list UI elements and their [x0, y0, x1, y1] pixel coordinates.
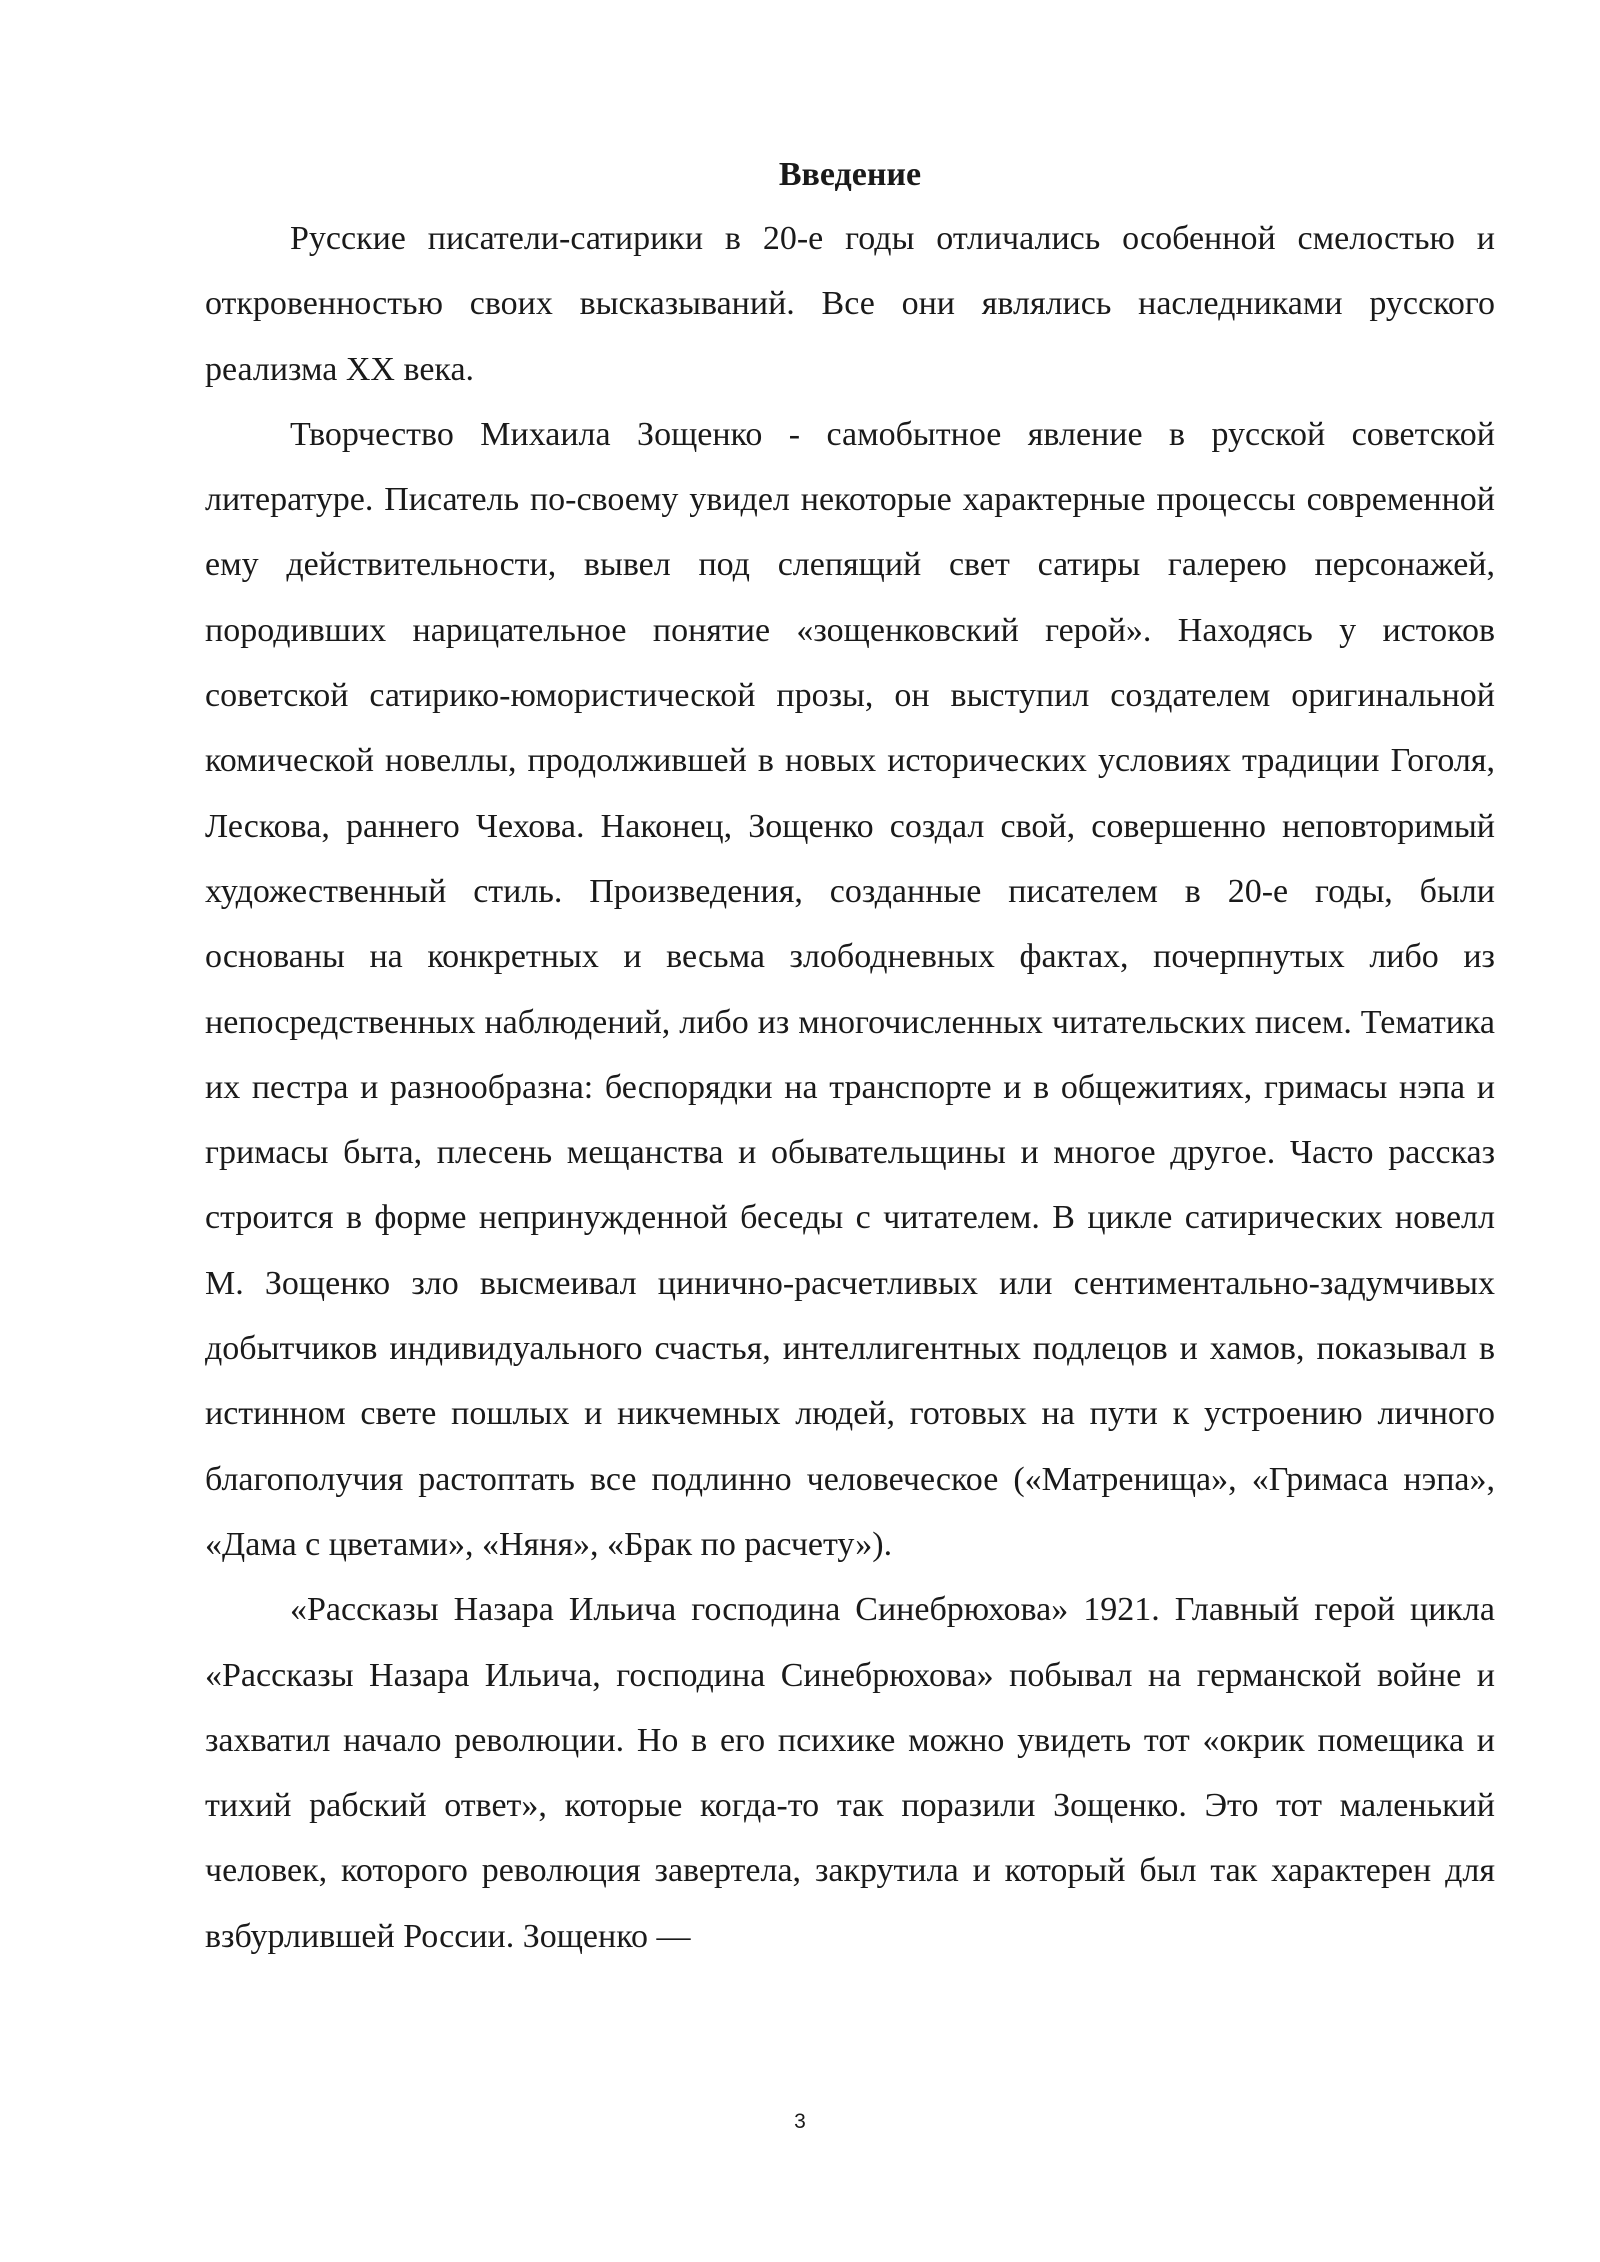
page-number: 3	[794, 2110, 806, 2133]
paragraph-zoshchenko-work: Творчество Михаила Зощенко - самобытное явление в русской советской литературе. Писатель по-своему увидел некоторые характерные процессы современной ему действительности, вывел под слепящий свет сатиры галерею персонажей, породивших нарицательное понятие «зощенковский герой». Находясь у истоков советской сатирико-юмористической прозы, он выступил создателем оригинальной комической новеллы, продолжившей в новых исторических условиях традиции Гоголя, Лескова, раннего Чехова. Наконец, Зощенко создал свой, совершенно неповторимый художественный стиль. Произведения, созданные писателем в 20-е годы, были основаны на конкретных и весьма злободневных фактах, почерпнутых либо из непосредственных наблюдений, либо из многочисленных читательских писем. Тематика их пестра и разнообразна: беспорядки на транспорте и в общежитиях, гримасы нэпа и гримасы быта, плесень мещанства и обывательщины и многое другое. Часто рассказ строится в форме непринужденной беседы с читателем. В цикле сатирических новелл М. Зощенко зло высмеивал цинично-расчетливых или сентиментально-задумчивых добытчиков индивидуального счастья, интеллигентных подлецов и хамов, показывал в истинном свете пошлых и никчемных людей, готовых на пути к устроению личного благополучия растоптать все подлинно человеческое («Матренища», «Гримаса нэпа», «Дама с цветами», «Няня», «Брак по расчету»).	[205, 415, 1495, 1563]
section-heading: Введение	[778, 156, 922, 193]
paragraph-sinebryukhov-stories: «Рассказы Назара Ильича господина Синебрюхова» 1921. Главный герой цикла «Рассказы Назара Ильича, господина Синебрюхова» побывал на германской войне и захватил начало революции. Но в его психике можно увидеть тот «окрик помещика и тихий рабский ответ», которые когда-то так поразили Зощенко. Это тот маленький человек, которого революция завертела, закрутила и который был так характерен для взбурлившей России. Зощенко —	[205, 1591, 1495, 1955]
page-content	[205, 150, 1495, 1969]
paragraph-intro: Русские писатели-сатирики в 20-е годы отличались особенной смелостью и откровенностью своих высказываний. Все они являлись наследниками русского реализма XX века.	[205, 220, 1495, 388]
